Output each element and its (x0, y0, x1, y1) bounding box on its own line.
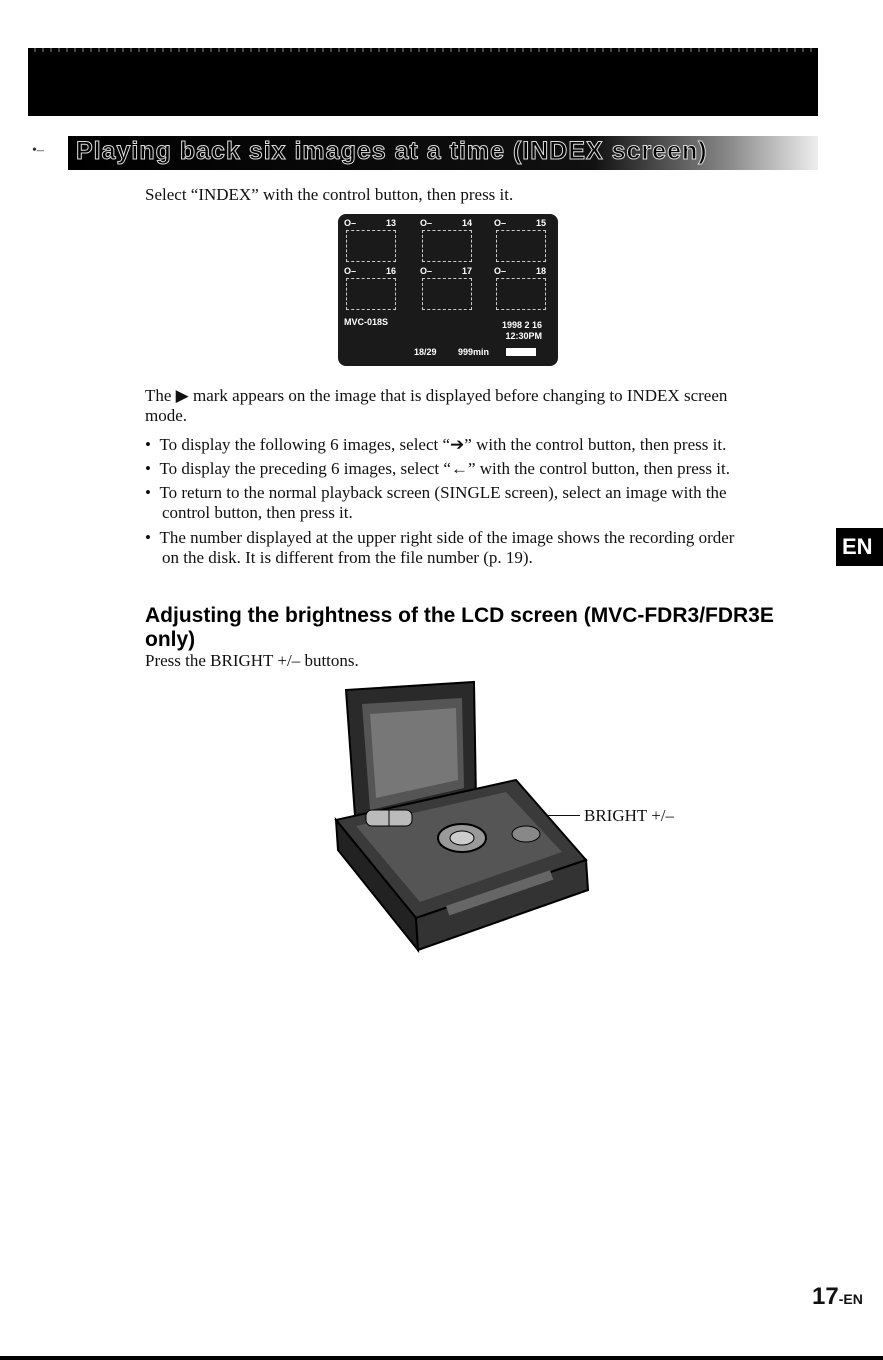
section-marker-icon: •– (32, 143, 44, 158)
lcd-time: 12:30PM (505, 331, 542, 341)
thumbnail: O– 13 (342, 218, 400, 262)
section-title: Playing back six images at a time (INDEX screen) (76, 137, 708, 165)
thumbnail: O– 17 (418, 266, 476, 310)
bright-callout-label: BRIGHT +/– (584, 806, 675, 825)
header-black-bar (28, 48, 818, 116)
section-banner (68, 136, 818, 170)
mark-paragraph-line2: mode. (145, 406, 188, 425)
page-number: 17-EN (812, 1283, 863, 1310)
lcd-remaining-minutes: 999min (458, 347, 490, 357)
bullet-item: • To display the following 6 images, select “➔” with the control button, then press it. (145, 435, 727, 454)
thumbnail: O– 16 (342, 266, 400, 310)
lcd-image-count: 18/29 (414, 347, 437, 357)
thumbnail: O– 15 (492, 218, 550, 262)
language-tab: EN (836, 528, 883, 566)
callout-line (546, 815, 580, 816)
bottom-rule (0, 1356, 883, 1360)
bullet-item: • The number displayed at the upper right side of the image shows the recording order (145, 528, 735, 547)
thumbnail: O– 14 (418, 218, 476, 262)
bullet-item-continuation: control button, then press it. (162, 503, 353, 522)
mark-paragraph-line1: The ▶ mark appears on the image that is displayed before changing to INDEX screen (145, 386, 728, 405)
bullet-item-continuation: on the disk. It is different from the file number (p. 19). (162, 548, 533, 567)
lcd-index-screen (338, 214, 558, 366)
bright-instruction: Press the BRIGHT +/– buttons. (145, 651, 359, 670)
battery-icon (506, 348, 536, 356)
lcd-date: 1998 2 16 (501, 320, 542, 330)
bullet-item: • To return to the normal playback screen (SINGLE screen), select an image with the (145, 483, 727, 502)
lcd-model: MVC-018S (344, 317, 389, 327)
intro-text: Select “INDEX” with the control button, then press it. (145, 185, 514, 204)
device-illustration (326, 680, 596, 960)
thumbnail: O– 18 (492, 266, 550, 310)
bullet-item: • To display the preceding 6 images, select “←” with the control button, then press it. (145, 459, 730, 478)
subsection-heading: Adjusting the brightness of the LCD screen (MVC-FDR3/FDR3E only) (145, 604, 774, 651)
